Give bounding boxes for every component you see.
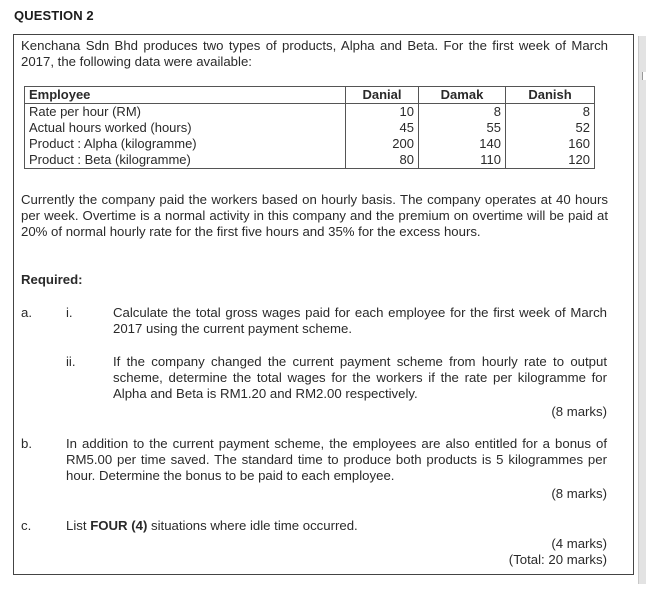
cell-value: 200 [346, 136, 419, 152]
cell-value: 55 [419, 120, 506, 136]
row-label: Actual hours worked (hours) [25, 120, 346, 136]
part-a-ii-text: If the company changed the current payment scheme from hourly rate to output scheme, determine the total wages for the workers if the rate per kilogramme for Alpha and Beta is RM1.20 and RM2.00 respectively. [113, 354, 607, 401]
header-danish: Danish [506, 87, 595, 104]
table-row [25, 120, 595, 136]
part-a-marks: (8 marks) [551, 404, 607, 419]
row-label: Product : Alpha (kilogramme) [25, 136, 346, 152]
table-row [25, 136, 595, 152]
cell-value: 8 [419, 104, 506, 121]
question-title: QUESTION 2 [14, 8, 94, 23]
part-c-marker: c. [21, 518, 32, 533]
header-damak: Damak [419, 87, 506, 104]
part-b-marks: (8 marks) [551, 486, 607, 501]
side-tick [642, 72, 646, 80]
part-a-i-text: Calculate the total gross wages paid for each employee for the first week of March 2017 using the current payment scheme. [113, 305, 607, 336]
cell-value: 120 [506, 152, 595, 169]
row-label: Rate per hour (RM) [25, 104, 346, 121]
table-row [25, 152, 595, 169]
part-a-ii-marker: ii. [66, 354, 76, 369]
cell-value: 140 [419, 136, 506, 152]
cell-value: 80 [346, 152, 419, 169]
table-header-row [25, 87, 595, 104]
cell-value: 160 [506, 136, 595, 152]
part-a-i-marker: i. [66, 305, 73, 320]
part-c-text-pre: List [66, 518, 91, 533]
header-employee: Employee [25, 87, 346, 104]
part-b-marker: b. [21, 436, 32, 451]
table-row [25, 104, 595, 121]
cell-value: 45 [346, 120, 419, 136]
cell-value: 110 [419, 152, 506, 169]
cell-value: 10 [346, 104, 419, 121]
part-b-text: In addition to the current payment scheme, the employees are also entitled for a bonus of RM5.00 per time saved. The standard time to produce both products is 5 kilogrammes per hour. Determine the bonus to be paid to each employee. [66, 436, 607, 483]
part-c-text [66, 518, 358, 534]
scenario-paragraph: Currently the company paid the workers based on hourly basis. The company operates at 40 hours per week. Overtime is a normal activity in this company and the premium on overtime will be paid at 20% of normal hourly rate for the first five hours and 35% for the excess hours. [21, 192, 608, 239]
cell-value: 52 [506, 120, 595, 136]
part-a-marker: a. [21, 305, 32, 320]
total-marks: (Total: 20 marks) [508, 552, 607, 567]
row-label: Product : Beta (kilogramme) [25, 152, 346, 169]
employee-data-table [24, 86, 595, 169]
side-scroll-strip [638, 36, 646, 584]
header-danial: Danial [346, 87, 419, 104]
part-c-marks: (4 marks) [551, 536, 607, 551]
part-c-text-bold: FOUR (4) [90, 518, 148, 533]
part-c-text-post: situations where idle time occurred. [147, 518, 358, 533]
intro-text: Kenchana Sdn Bhd produces two types of products, Alpha and Beta. For the first week of March 2017, the following data were available: [21, 38, 608, 69]
required-label: Required: [21, 272, 83, 287]
cell-value: 8 [506, 104, 595, 121]
